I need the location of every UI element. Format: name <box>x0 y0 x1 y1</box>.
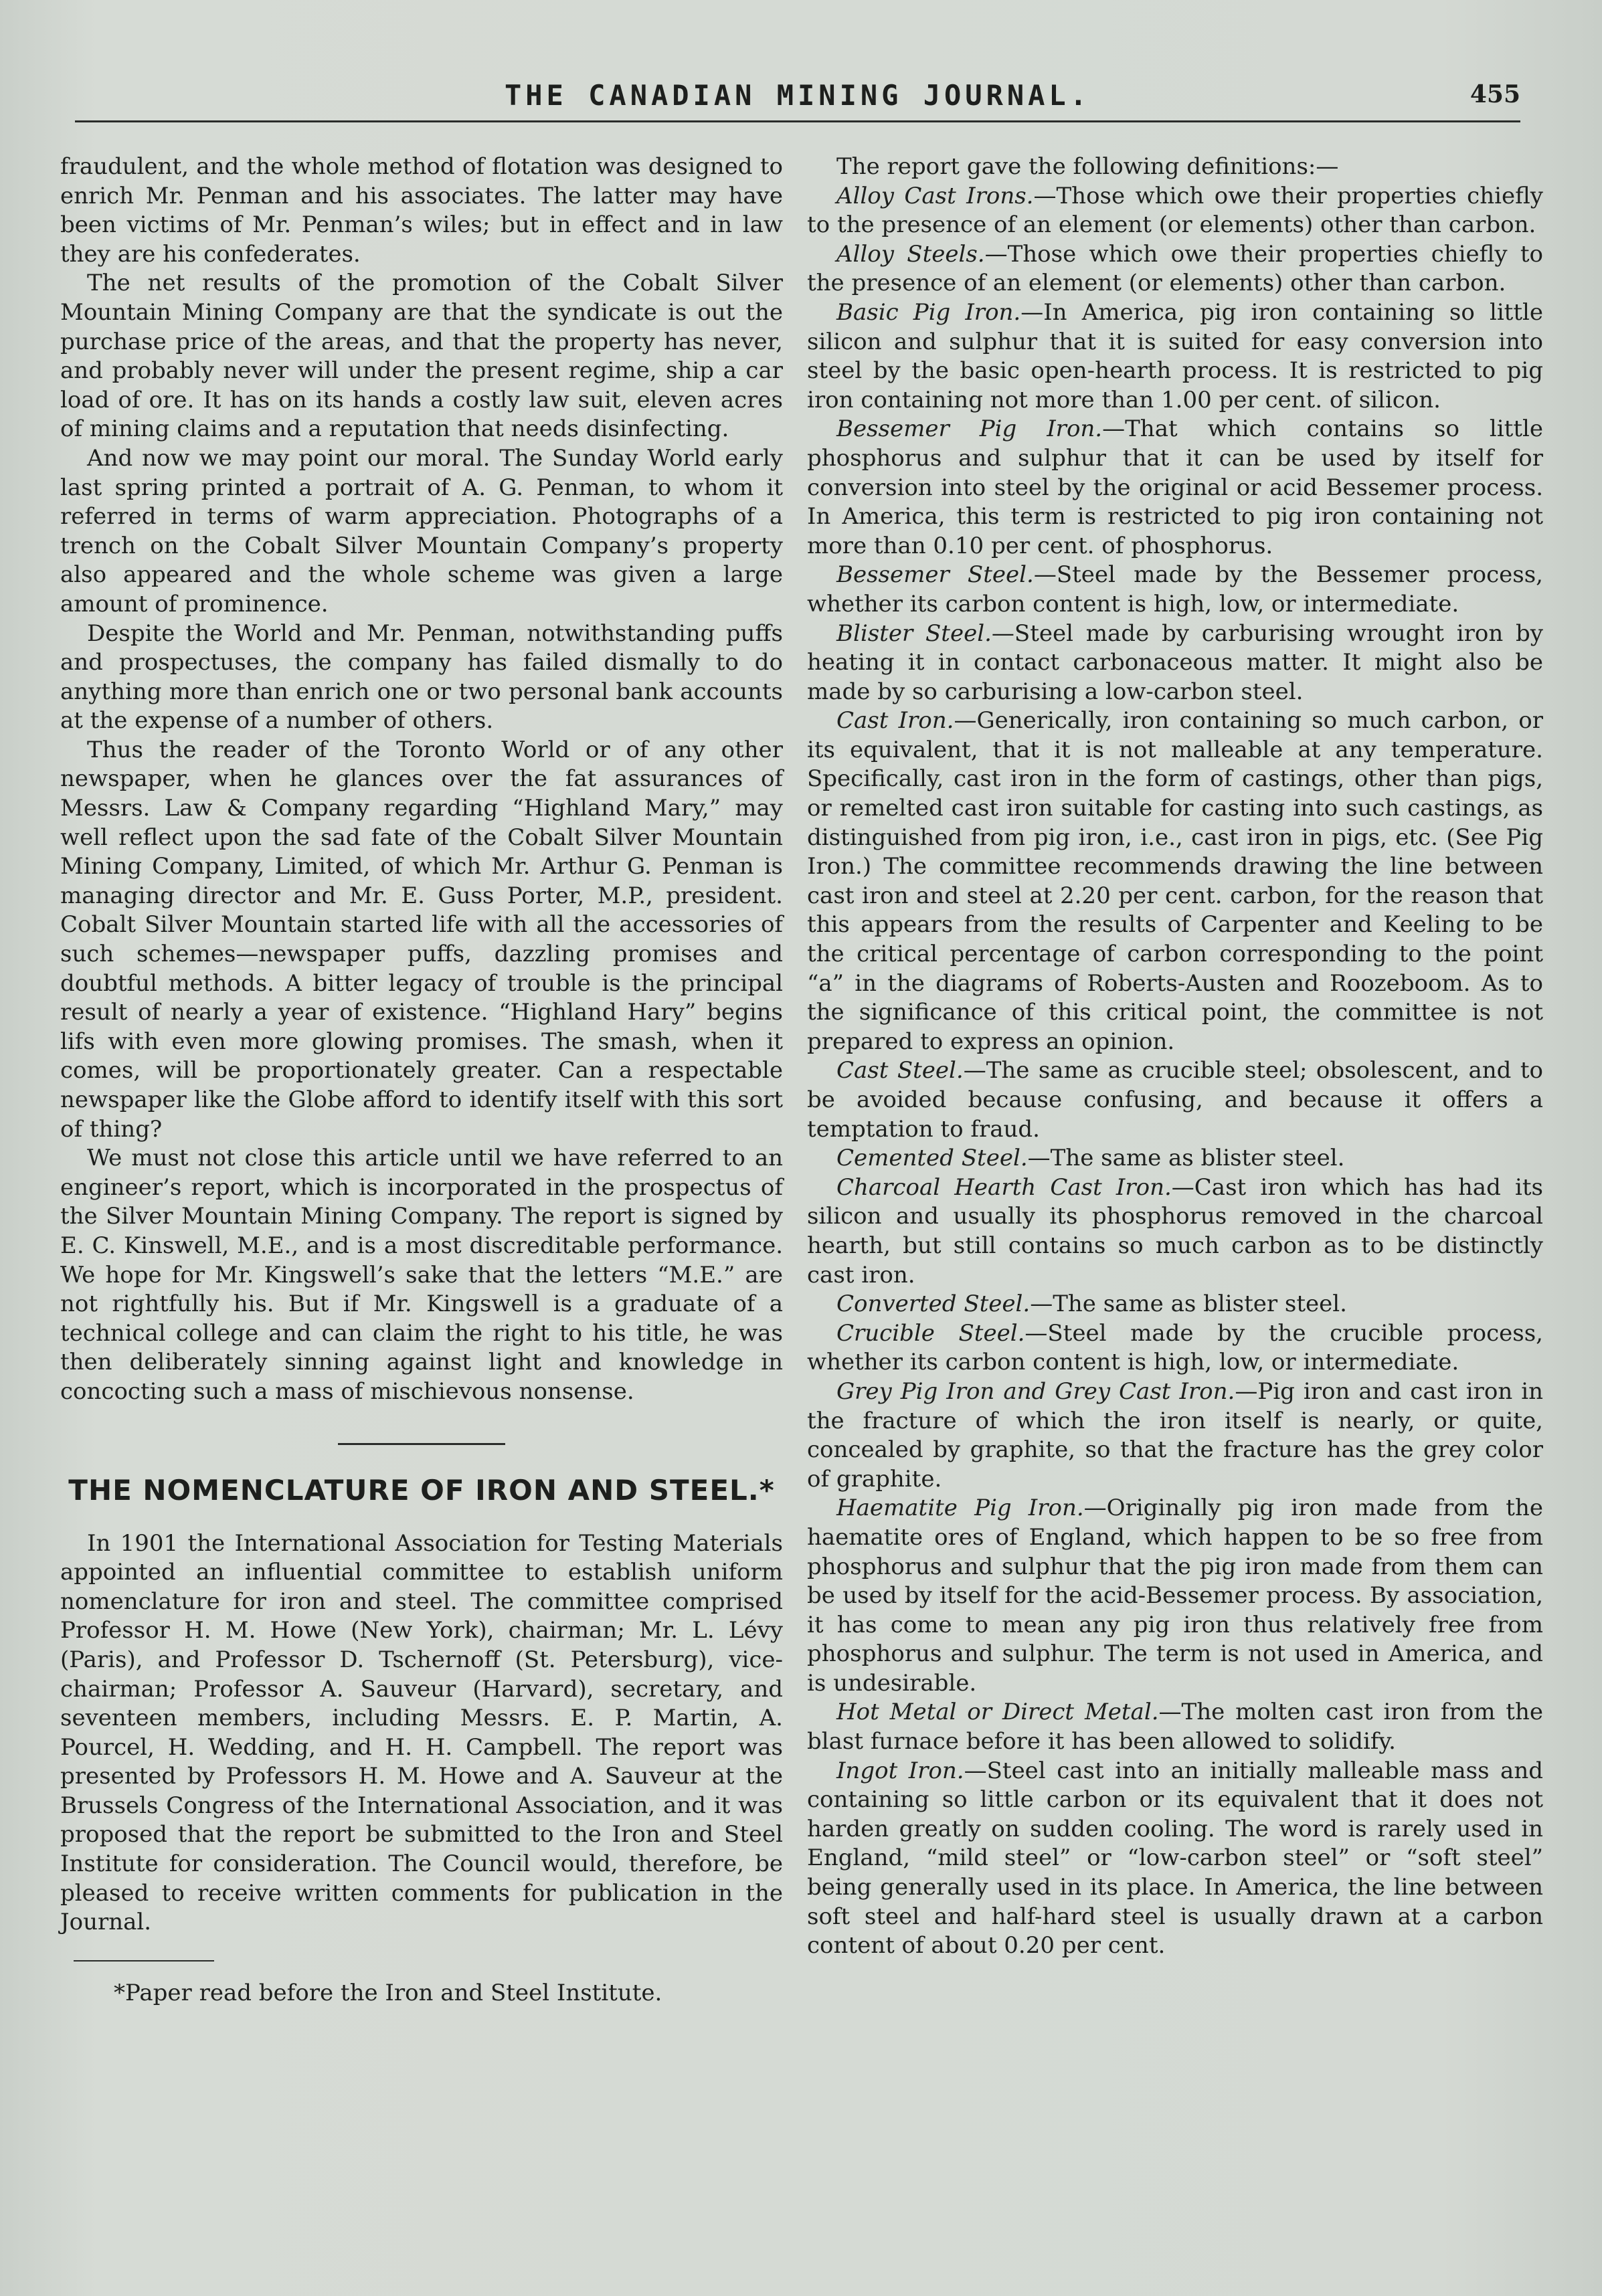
definition-term: Bessemer Pig Iron. <box>836 415 1103 443</box>
definition-term: Bessemer Steel. <box>836 561 1034 589</box>
definition-term: Converted Steel. <box>836 1290 1031 1318</box>
definition-term: Alloy Cast Irons. <box>836 182 1034 209</box>
definition-term: Cast Steel. <box>836 1057 964 1084</box>
definition-text: —Originally pig iron made from the haematite ores of England, which happen to be so free from phosphorus and sulphur that the pig iron made from them can be used by itself for the acid-Bessemer process. By association, it has come to mean any pig iron thus relatively free from phosphorus and sulphur. The term is not used in America, and is undesirable. <box>807 1495 1543 1697</box>
definition-entry <box>807 1698 1543 1756</box>
definition-term: Hot Metal or Direct Metal. <box>836 1699 1159 1726</box>
definition-term: Alloy Steels. <box>836 240 985 268</box>
definition-text: —Steel made by carburising wrought iron by heating it in contact carbonaceous matter. It might also be made by so carburising a low-carbon steel. <box>807 619 1544 705</box>
footnote: *Paper read before the Iron and Steel Institute. <box>114 1979 662 2006</box>
definition-text: —Pig iron and cast iron in the fracture of which the iron itself is nearly, or quite, concealed by graphite, so that the fracture has the grey color of graphite. <box>807 1377 1543 1493</box>
footnote-divider <box>74 1960 214 1962</box>
paragraph: fraudulent, and the whole method of flotation was designed to enrich Mr. Penman and his associates. The latter may have been victims of Mr. Penman’s wiles; but in effect and in law they are his confederates. <box>60 153 783 268</box>
definition-entry <box>807 706 1543 1056</box>
definition-text: —The same as blister steel. <box>1030 1290 1347 1318</box>
definition-term: Basic Pig Iron. <box>836 298 1021 326</box>
definition-text: —Steel made by the crucible process, whether its carbon content is high, low, or intermediate. <box>807 1319 1543 1376</box>
article-paragraph: In 1901 the International Association for Testing Materials appointed an influential committee to establish uniform nomenclature for iron and steel. The committee comprised Professor H. M. Howe (New York), chairman; Mr. L. Lévy (Paris), and Professor D. Tschernoff (St. Petersburg), vice-chairman; Professor A. Sauveur (Harvard), secretary, and seventeen members, including Messrs. E. P. Martin, A. Pourcel, H. Wedding, and H. H. Campbell. The report was presented by Professors H. M. Howe and A. Sauveur at the Brussels Congress of the International Association, and it was proposed that the report be submitted to the Iron and Steel Institute for consideration. The Council would, therefore, be pleased to receive written comments for publication in the Journal. <box>60 1529 783 1936</box>
paragraph: And now we may point our moral. The Sunday World early last spring printed a portrait of A. G. Penman, to whom it referred in terms of warm appreciation. Photographs of a trench on the Cobalt Silver Mountain Company’s property also appeared and the whole scheme was given a large amount of prominence. <box>60 444 783 617</box>
definition-text: —The same as blister steel. <box>1027 1145 1345 1172</box>
left-column <box>60 153 783 2008</box>
definition-term: Cast Iron. <box>836 707 954 735</box>
definition-entry <box>807 1757 1543 1961</box>
section-divider <box>338 1443 505 1445</box>
definition-text: —Those which owe their properties chiefly to the presence of an element (or elements) other than carbon. <box>807 240 1543 297</box>
definition-term: Ingot Iron. <box>836 1757 964 1784</box>
definition-entry <box>807 1319 1543 1377</box>
definition-term: Crucible Steel. <box>836 1319 1025 1347</box>
definition-entry <box>807 240 1543 298</box>
definition-entry <box>807 1290 1543 1319</box>
definition-term: Haematite Pig Iron. <box>836 1495 1084 1522</box>
definition-entry <box>807 619 1543 707</box>
definition-entry <box>807 298 1543 415</box>
page-header <box>75 79 1520 122</box>
paragraph: The net results of the promotion of the Cobalt Silver Mountain Mining Company are that the syndicate is out the purchase price of the areas, and that the property has never, and probably never will under the present regime, ship a car load of ore. It has on its hands a costly law suit, eleven acres of mining claims and a reputation that needs disinfecting. <box>60 270 783 443</box>
definition-text: —Generically, iron containing so much carbon, or its equivalent, that it is not malleable at any temperature. Specifically, cast iron in the form of castings, other than pigs, or remelted cast iron suitable for casting into such castings, as distinguished from pig iron, i.e., cast iron in pigs, etc. (See Pig Iron.) The committee recommends drawing the line between cast iron and steel at 2.20 per cent. carbon, for the reason that this appears from the results of Carpenter and Keeling to be the critical percentage of carbon corresponding to the point “a” in the diagrams of Roberts-Austen and Roozeboom. As to the significance of this critical point, the committee is not prepared to express an opinion. <box>807 707 1543 1055</box>
definition-text: —Steel made by the Bessemer process, whether its carbon content is high, low, or intermediate. <box>807 561 1543 617</box>
right-column <box>807 153 1543 1961</box>
page-number: 455 <box>1470 80 1520 108</box>
paragraph: Despite the World and Mr. Penman, notwithstanding puffs and prospectuses, the company has failed dismally to do anything more than enrich one or two personal bank accounts at the expense of a number of others. <box>60 619 783 735</box>
definition-text: —Those which owe their properties chiefly to the presence of an element (or elements) other than carbon. <box>807 182 1543 239</box>
definition-term: Charcoal Hearth Cast Iron. <box>836 1173 1172 1201</box>
definition-term: Grey Pig Iron and Grey Cast Iron. <box>836 1377 1235 1405</box>
definition-entry <box>807 561 1543 619</box>
definition-term: Cemented Steel. <box>836 1145 1028 1172</box>
definition-entry <box>807 1377 1543 1494</box>
paragraph: We must not close this article until we have referred to an engineer’s report, which is incorporated in the prospectus of the Silver Mountain Mining Company. The report is signed by E. C. Kinswell, M.E., and is a most discreditable performance. We hope for Mr. Kingswell’s sake that the letters “M.E.” are not rightfully his. But if Mr. Kingswell is a graduate of a technical college and can claim the right to his title, he was then deliberately sinning against light and knowledge in concocting such a mass of mischievous nonsense. <box>60 1145 783 1405</box>
definition-term: Blister Steel. <box>836 619 992 647</box>
definition-text: —The molten cast iron from the blast furnace before it has been allowed to solidify. <box>807 1699 1543 1755</box>
definition-entry <box>807 182 1543 240</box>
definition-text: —Steel cast into an initially malleable mass and containing so little carbon or its equivalent that it does not harden greatly on sudden cooling. The word is rarely used in England, “mild steel” or “low-carbon steel” or “soft steel” being generally used in its place. In America, the line between soft steel and half-hard steel is usually drawn at a carbon content of about 0.20 per cent. <box>807 1757 1543 1959</box>
definition-text: —In America, pig iron containing so little silicon and sulphur that it is suited for easy conversion into steel by the basic open-hearth process. It is restricted to pig iron containing not more than 1.00 per cent. of silicon. <box>807 298 1544 413</box>
definition-text: —Cast iron which has had its silicon and usually its phosphorus removed in the charcoal hearth, but still contains so much carbon as to be distinctly cast iron. <box>807 1173 1544 1288</box>
paragraph: Thus the reader of the Toronto World or of any other newspaper, when he glances over the fat assurances of Messrs. Law & Company regarding “Highland Mary,” may well reflect upon the sad fate of the Cobalt Silver Mountain Mining Company, Limited, of which Mr. Arthur G. Penman is managing director and Mr. E. Guss Porter, M.P., president. Cobalt Silver Mountain started life with all the accessories of such schemes—newspaper puffs, dazzling promises and doubtful methods. A bitter legacy of trouble is the principal result of nearly a year of existence. “Highland Hary” begins lifs with even more glowing promises. The smash, when it comes, will be proportionately greater. Can a respectable newspaper like the Globe afford to identify itself with this sort of thing? <box>60 736 783 1143</box>
definition-entry <box>807 1173 1543 1290</box>
definitions-list <box>807 182 1543 1961</box>
article-title: THE NOMENCLATURE OF IRON AND STEEL.* <box>68 1473 775 1507</box>
definition-entry <box>807 1144 1543 1173</box>
journal-title: THE CANADIAN MINING JOURNAL. <box>504 79 1091 112</box>
definition-entry <box>807 415 1543 561</box>
definition-text: —That which contains so little phosphorus and sulphur that it can be used by itself for conversion into steel by the original or acid Bessemer process. In America, this term is restricted to pig iron containing not more than 0.10 per cent. of phosphorus. <box>807 415 1543 559</box>
definition-entry <box>807 1494 1543 1698</box>
definitions-intro: The report gave the following definitions:— <box>836 153 1339 180</box>
definition-text: —The same as crucible steel; obsolescent, and to be avoided because confusing, and because it offers a temptation to fraud. <box>807 1057 1543 1143</box>
definition-entry <box>807 1056 1543 1144</box>
